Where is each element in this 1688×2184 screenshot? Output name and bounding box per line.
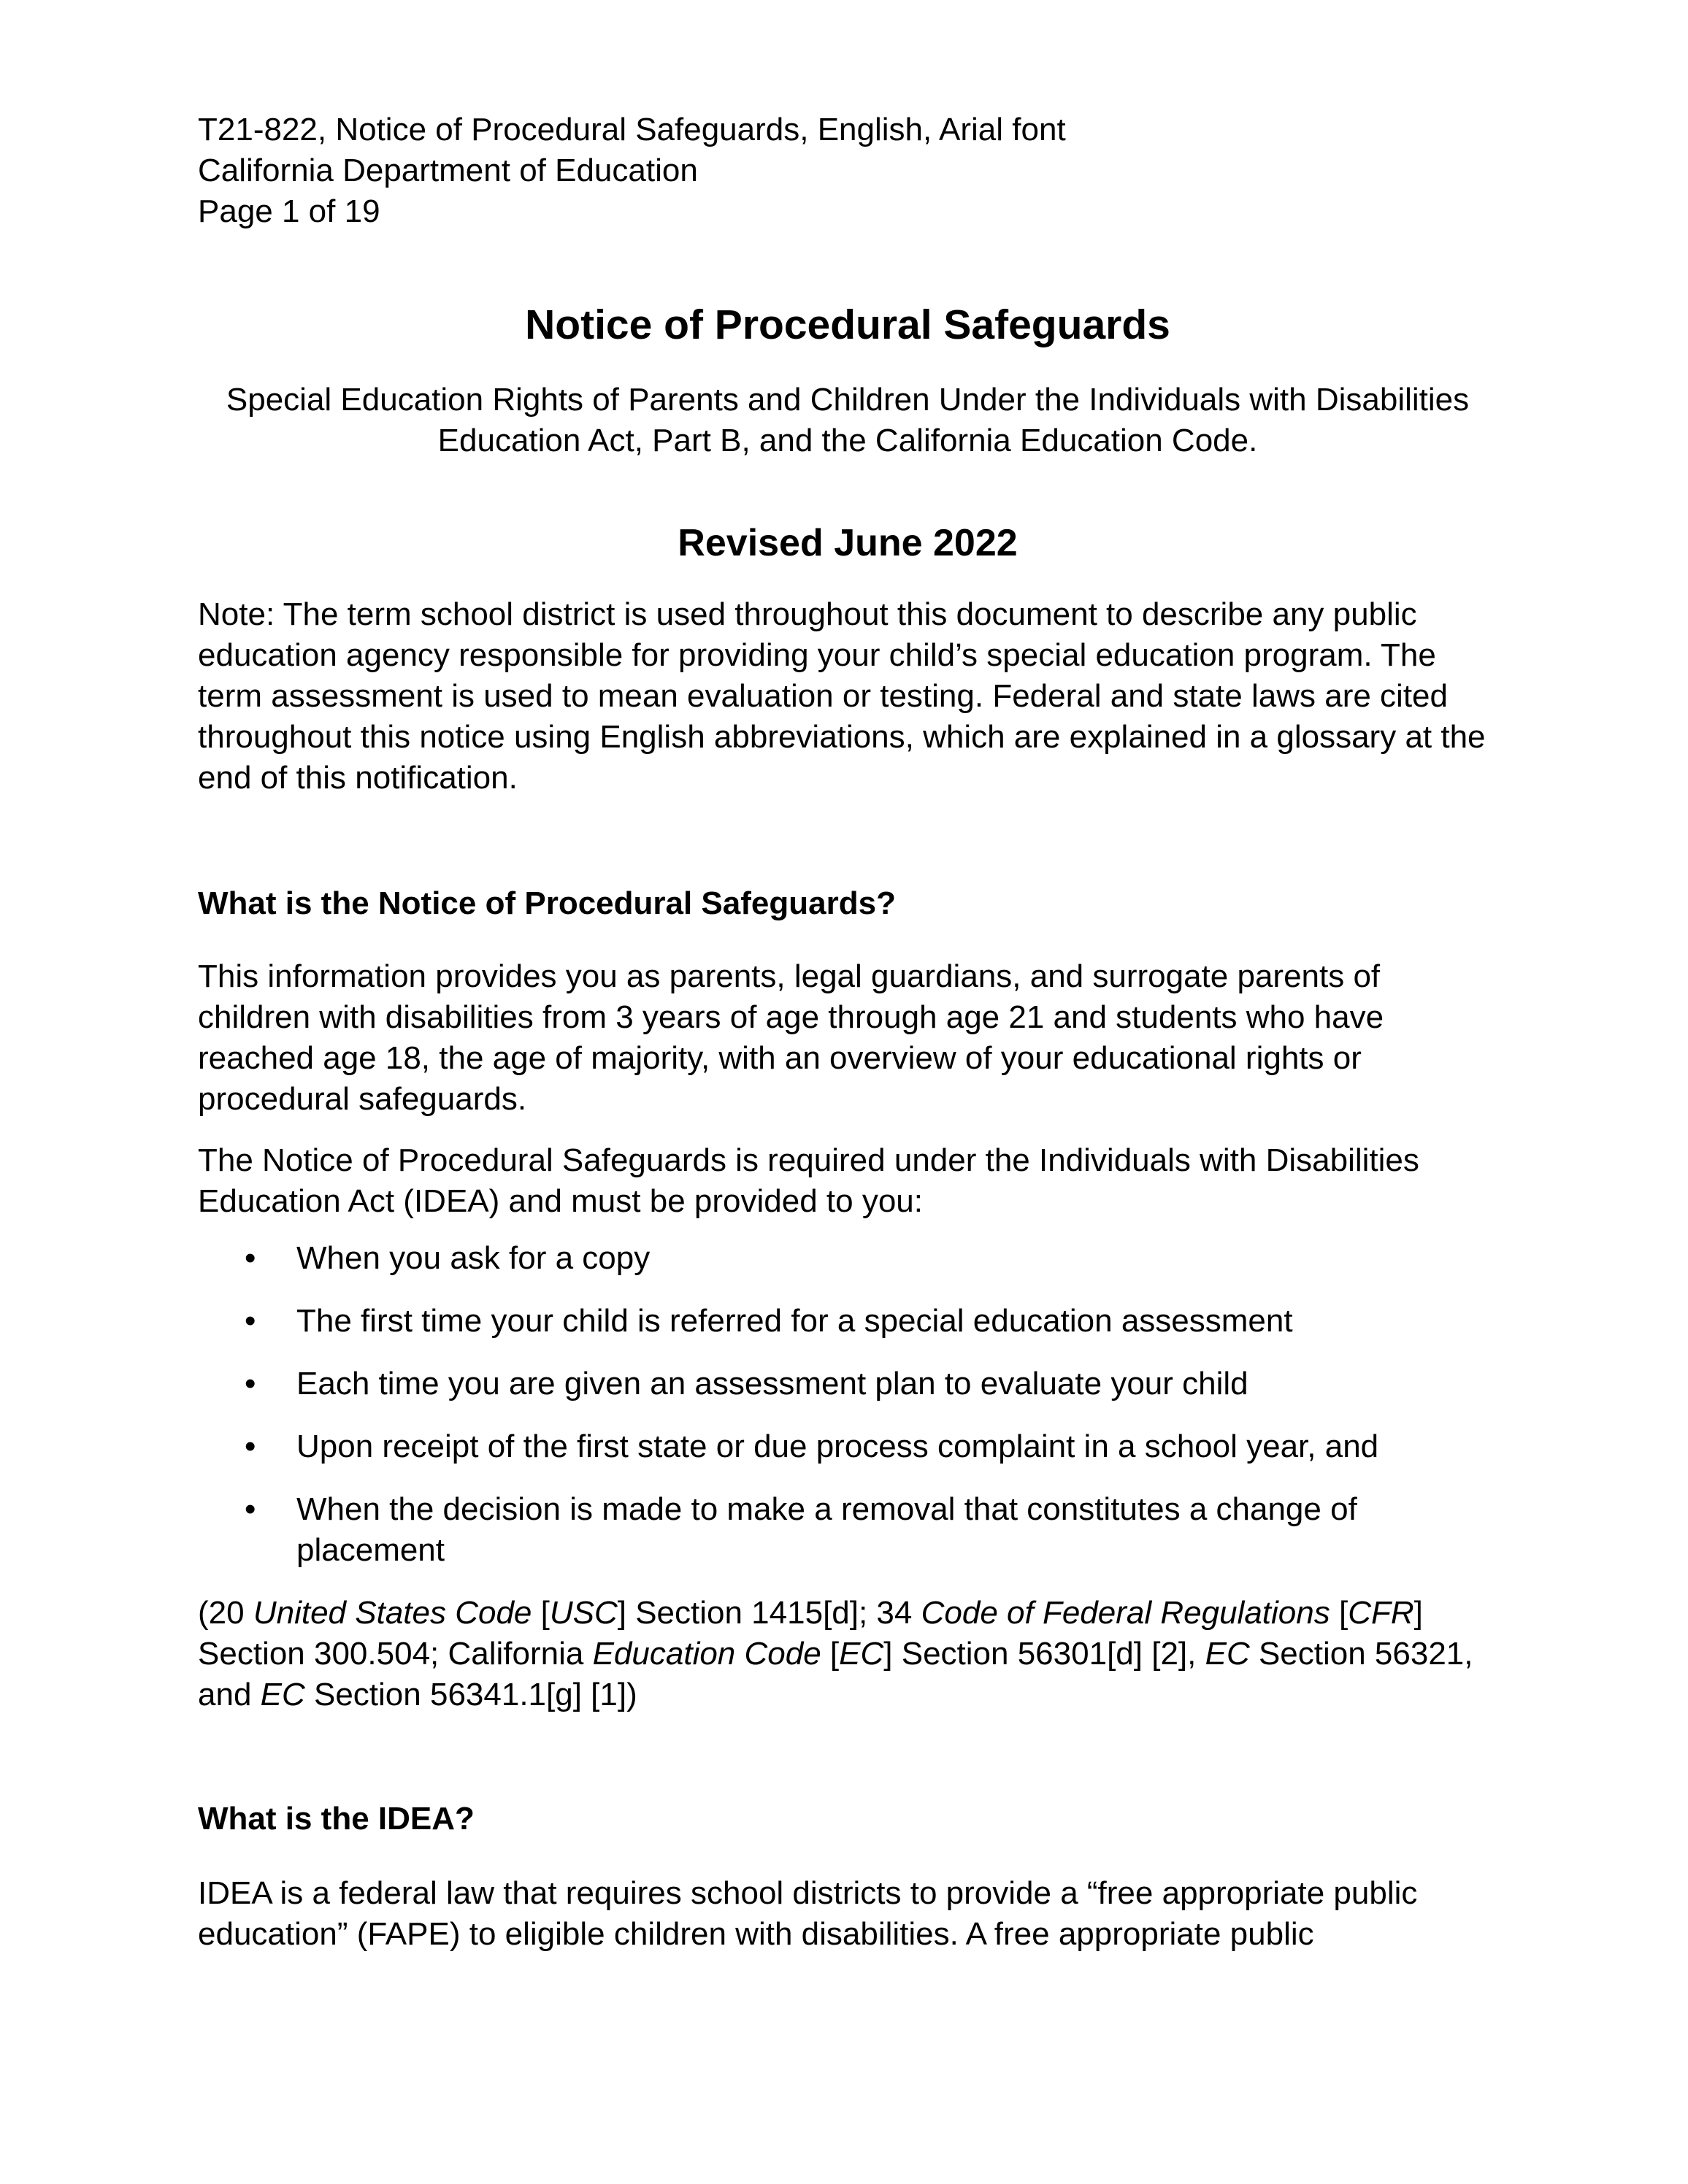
section-heading-idea: What is the IDEA? (198, 1801, 475, 1837)
legal-citation (198, 1593, 1497, 1715)
citation-italic: Education Code (592, 1636, 821, 1672)
list-item-text: Each time you are given an assessment plan to evaluate your child (296, 1366, 1248, 1401)
citation-italic: USC (549, 1595, 618, 1631)
list-item-text: When you ask for a copy (296, 1240, 651, 1276)
section-heading-notice: What is the Notice of Procedural Safeguards? (198, 885, 896, 921)
citation-text: [ (1330, 1595, 1349, 1631)
subtitle-line-1: Special Education Rights of Parents and Children Under the Individuals with Disabilities (226, 382, 1470, 418)
header-department: California Department of Education (198, 153, 698, 188)
bullet-icon: • (245, 1240, 256, 1276)
citation-text: ] Section 56301[d] [2], (883, 1636, 1205, 1672)
citation-italic: EC (260, 1677, 305, 1712)
list-item (198, 1364, 1497, 1404)
list-item (198, 1489, 1497, 1571)
document-header (198, 109, 1497, 232)
provision-list (198, 1238, 1497, 1571)
idea-paragraph: IDEA is a federal law that requires school districts to provide a “free appropriate public education” (FAPE) to eligible children with disabilities. A free appropriate public (198, 1875, 1418, 1952)
bullet-icon: • (245, 1491, 256, 1527)
revision-date: Revised June 2022 (678, 522, 1018, 564)
list-item (198, 1426, 1497, 1467)
citation-text: Section 56341.1[g] [1]) (304, 1677, 637, 1712)
citation-text: [ (532, 1595, 550, 1631)
list-item-text: When the decision is made to make a removal that constitutes a change of placement (296, 1491, 1357, 1568)
document-subtitle (198, 380, 1497, 461)
citation-italic: United States Code (253, 1595, 532, 1631)
citation-text: (20 (198, 1595, 253, 1631)
header-page-number: Page 1 of 19 (198, 193, 380, 229)
header-form-id: T21-822, Notice of Procedural Safeguards, English, Arial font (198, 112, 1066, 147)
notice-required-paragraph: The Notice of Procedural Safeguards is required under the Individuals with Disabilities Education Act (IDEA) and must be provided to you: (198, 1142, 1419, 1219)
citation-text: [ (821, 1636, 840, 1672)
list-item (198, 1238, 1497, 1279)
subtitle-line-2: Education Act, Part B, and the California Education Code. (437, 423, 1258, 458)
info-paragraph: This information provides you as parents, legal guardians, and surrogate parents of children with disabilities from 3 years of age through age 21 and students who have reached age 18, the age of majority, with an overview of your educational rights or procedural safeguards. (198, 958, 1384, 1117)
bullet-icon: • (245, 1303, 256, 1339)
document-page (198, 109, 1497, 1955)
list-item-text: Upon receipt of the first state or due process complaint in a school year, and (296, 1429, 1379, 1464)
citation-text: ] Section 300.504; California (198, 1595, 1423, 1672)
citation-italic: Code of Federal Regulations (921, 1595, 1330, 1631)
bullet-icon: • (245, 1429, 256, 1464)
citation-italic: EC (839, 1636, 884, 1672)
citation-text: Section 56321, and (198, 1636, 1473, 1712)
note-paragraph: Note: The term school district is used throughout this document to describe any public education agency responsible for providing your child’s special education program. The term assessment is used to mean evaluation or testing. Federal and state laws are cited throughout this notice using English abbreviations, which are explained in a glossary at the end of this notification. (198, 596, 1486, 796)
document-title: Notice of Procedural Safeguards (525, 301, 1170, 348)
list-item-text: The first time your child is referred for a special education assessment (296, 1303, 1293, 1339)
citation-italic: CFR (1348, 1595, 1414, 1631)
list-item (198, 1301, 1497, 1342)
citation-italic: EC (1205, 1636, 1250, 1672)
bullet-icon: • (245, 1366, 256, 1401)
citation-text: ] Section 1415[d]; 34 (617, 1595, 921, 1631)
